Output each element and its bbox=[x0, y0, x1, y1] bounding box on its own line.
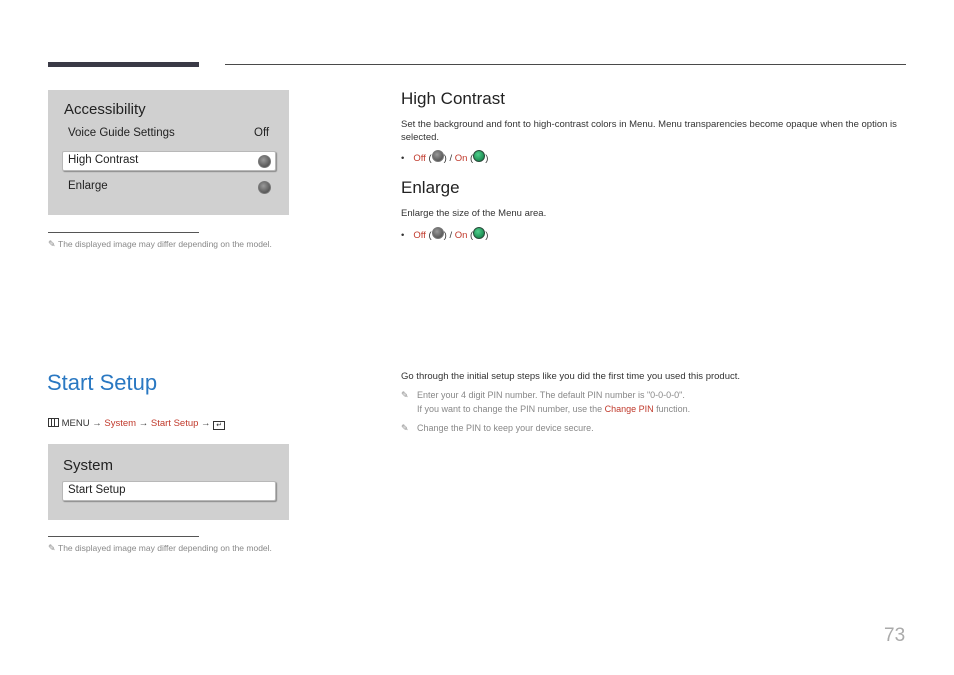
option-off: Off bbox=[413, 230, 426, 241]
pin-note bbox=[401, 388, 690, 416]
pencil-icon: ✎ bbox=[48, 543, 56, 553]
breadcrumb-start-setup: Start Setup bbox=[150, 418, 199, 429]
toggle-off-icon bbox=[432, 150, 444, 162]
note-divider bbox=[48, 536, 199, 537]
breadcrumb-menu: MENU bbox=[61, 418, 90, 429]
breadcrumb-system: System bbox=[104, 418, 137, 429]
toggle-off-icon bbox=[258, 155, 271, 168]
pencil-icon: ✎ bbox=[48, 239, 56, 249]
menu-item-high-contrast[interactable] bbox=[62, 151, 276, 171]
pin-note-line1: Enter your 4 digit PIN number. The default PIN number is "0-0-0-0". bbox=[417, 390, 685, 400]
option-off: Off bbox=[413, 153, 426, 164]
pencil-icon: ✎ bbox=[401, 390, 409, 400]
breadcrumb bbox=[48, 418, 225, 430]
model-note: ✎ The displayed image may differ depending on the model. bbox=[48, 543, 272, 553]
menu-item-voice-guide-settings[interactable]: Voice Guide Settings bbox=[68, 127, 175, 139]
enlarge-description: Enlarge the size of the Menu area. bbox=[401, 208, 547, 219]
enlarge-options: • Off ( ) / On ( ) bbox=[401, 227, 488, 241]
header-rule bbox=[225, 64, 906, 65]
bullet-icon: • bbox=[401, 153, 405, 164]
accessibility-menu-panel bbox=[48, 90, 289, 215]
toggle-off-icon bbox=[432, 227, 444, 239]
page-number: 73 bbox=[884, 625, 906, 646]
change-pin-link: Change PIN bbox=[604, 404, 654, 414]
start-setup-description: Go through the initial setup steps like you did the first time you used this product. bbox=[401, 371, 741, 382]
bullet-icon: • bbox=[401, 230, 405, 241]
menu-icon bbox=[48, 418, 59, 427]
menu-item-label: Start Setup bbox=[68, 484, 126, 496]
arrow-icon: → bbox=[138, 418, 149, 429]
menu-item-label: High Contrast bbox=[68, 154, 139, 166]
panel-title: Accessibility bbox=[64, 101, 146, 118]
menu-item-start-setup[interactable] bbox=[62, 481, 276, 501]
page-title-start-setup: Start Setup bbox=[47, 370, 158, 395]
toggle-on-icon bbox=[473, 150, 485, 162]
system-menu-panel bbox=[48, 444, 289, 520]
menu-item-enlarge[interactable]: Enlarge bbox=[68, 180, 108, 192]
menu-item-value: Off bbox=[254, 127, 270, 139]
pin-security-note: ✎ Change the PIN to keep your device secure. bbox=[401, 423, 594, 433]
pencil-icon: ✎ bbox=[401, 423, 409, 433]
high-contrast-description: Set the background and font to high-contrast colors in Menu. Menu transparencies become opaque when the option is selected. bbox=[401, 119, 897, 143]
note-divider bbox=[48, 232, 199, 233]
toggle-off-icon bbox=[258, 181, 271, 194]
header-rule-accent bbox=[48, 62, 199, 67]
option-on: On bbox=[454, 230, 468, 241]
arrow-icon: → bbox=[201, 418, 211, 429]
enter-icon: ↵ bbox=[213, 421, 225, 430]
panel-title: System bbox=[63, 457, 114, 474]
toggle-on-icon bbox=[473, 227, 485, 239]
option-on: On bbox=[454, 153, 468, 164]
pin-note-line2: If you want to change the PIN number, use the Change PIN function. bbox=[417, 404, 691, 414]
model-note: ✎ The displayed image may differ depending on the model. bbox=[48, 239, 272, 249]
high-contrast-options: • Off ( ) / On ( ) bbox=[401, 150, 488, 164]
arrow-icon: → bbox=[92, 418, 102, 429]
section-heading-enlarge: Enlarge bbox=[401, 178, 460, 197]
section-heading-high-contrast: High Contrast bbox=[401, 89, 505, 108]
